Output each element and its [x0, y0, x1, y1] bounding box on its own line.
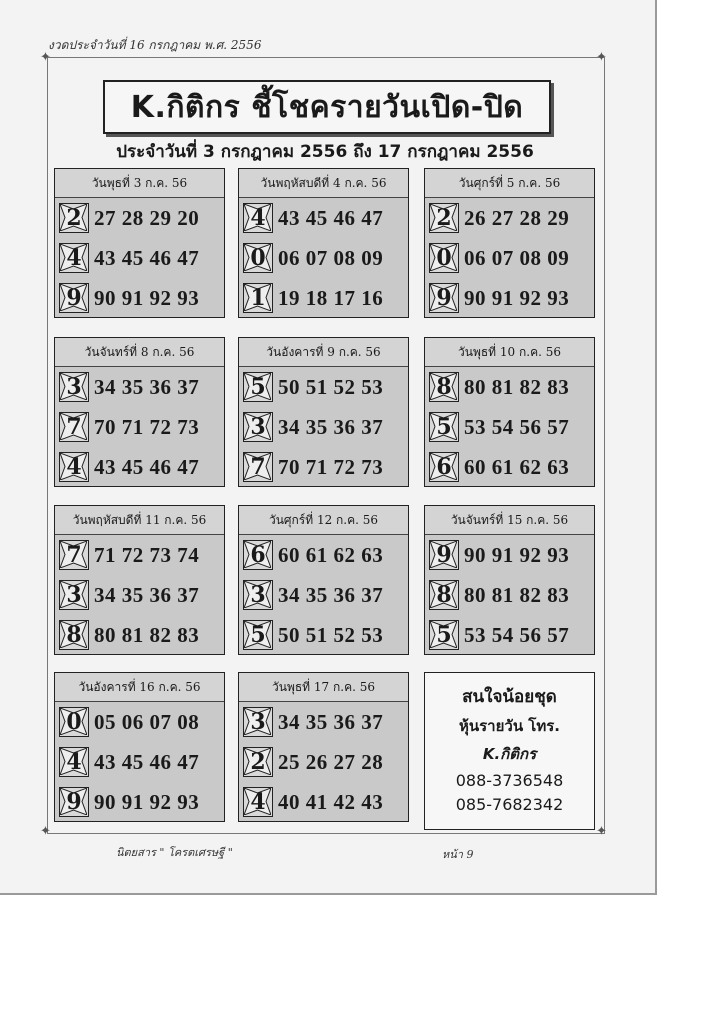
lucky-digit-badge — [59, 283, 89, 313]
lucky-numbers: 50 51 52 53 — [278, 622, 384, 647]
magazine-name-footer: นิตยสาร " โครตเศรษฐี " — [116, 846, 233, 859]
star-ornament-icon: ✦ — [40, 50, 51, 65]
prediction-row — [425, 278, 594, 318]
prediction-card — [54, 337, 225, 487]
lucky-numbers: 43 45 46 47 — [94, 749, 200, 774]
contact-line-stock: หุ้นรายวัน โทร. — [458, 717, 560, 735]
lucky-numbers: 50 51 52 53 — [278, 374, 384, 399]
card-date: วันจันทร์ที่ 15 ก.ค. 56 — [425, 506, 594, 535]
lucky-numbers: 53 54 56 57 — [464, 414, 570, 439]
lucky-digit: 0 — [66, 709, 82, 735]
lucky-digit-badge — [59, 620, 89, 650]
lucky-digit: 3 — [250, 709, 266, 735]
lucky-digit-badge — [59, 707, 89, 737]
lucky-numbers: 06 07 08 09 — [278, 245, 384, 270]
star-ornament-icon: ✦ — [596, 824, 607, 839]
lucky-digit-badge — [59, 412, 89, 442]
lucky-digit: 7 — [66, 414, 82, 440]
lucky-digit-badge — [243, 540, 273, 570]
lucky-digit: 7 — [66, 542, 82, 568]
lucky-numbers: 90 91 92 93 — [464, 285, 570, 310]
prediction-row — [239, 278, 408, 318]
lucky-digit: 5 — [250, 622, 266, 648]
lucky-digit-badge — [243, 243, 273, 273]
lucky-digit: 9 — [436, 285, 452, 311]
lucky-digit: 5 — [436, 622, 452, 648]
prediction-row — [55, 447, 224, 487]
lucky-digit-badge — [59, 747, 89, 777]
lucky-numbers: 26 27 28 29 — [464, 205, 570, 230]
prediction-row — [55, 407, 224, 447]
prediction-card — [424, 337, 595, 487]
lucky-numbers: 34 35 36 37 — [278, 414, 384, 439]
prediction-row — [239, 238, 408, 278]
lucky-numbers: 70 71 72 73 — [94, 414, 200, 439]
prediction-row — [425, 575, 594, 615]
prediction-row — [55, 535, 224, 575]
lucky-digit-badge — [243, 707, 273, 737]
lucky-numbers: 60 61 62 63 — [464, 454, 570, 479]
card-date: วันจันทร์ที่ 8 ก.ค. 56 — [55, 338, 224, 367]
phone-number-1: 088-3736548 — [455, 771, 564, 790]
prediction-row — [425, 198, 594, 238]
prediction-row — [239, 575, 408, 615]
card-date: วันพฤหัสบดีที่ 4 ก.ค. 56 — [239, 169, 408, 198]
card-date: วันพุธที่ 3 ก.ค. 56 — [55, 169, 224, 198]
lucky-digit-badge — [59, 203, 89, 233]
lucky-digit: 4 — [66, 749, 82, 775]
lucky-digit: 2 — [436, 205, 452, 231]
lucky-digit-badge — [429, 452, 459, 482]
lucky-numbers: 05 06 07 08 — [94, 709, 200, 734]
lucky-digit-badge — [243, 283, 273, 313]
lucky-numbers: 40 41 42 43 — [278, 789, 384, 814]
lucky-numbers: 19 18 17 16 — [278, 285, 384, 310]
prediction-row — [239, 447, 408, 487]
lucky-digit: 3 — [66, 582, 82, 608]
lucky-numbers: 90 91 92 93 — [94, 285, 200, 310]
lucky-numbers: 43 45 46 47 — [94, 454, 200, 479]
lucky-digit-badge — [243, 787, 273, 817]
prediction-card — [54, 168, 225, 318]
contact-line-interest: สนใจน้อยชุด — [462, 687, 557, 707]
lucky-digit-badge — [243, 580, 273, 610]
lucky-digit-badge — [429, 540, 459, 570]
prediction-row — [239, 615, 408, 655]
lucky-numbers: 71 72 73 74 — [94, 542, 200, 567]
prediction-row — [425, 238, 594, 278]
lucky-digit: 9 — [66, 285, 82, 311]
issue-date-header: งวดประจำวันที่ 16 กรกฎาคม พ.ศ. 2556 — [48, 38, 262, 52]
lucky-numbers: 80 81 82 83 — [464, 374, 570, 399]
lucky-digit-badge — [59, 787, 89, 817]
lucky-digit: 3 — [250, 414, 266, 440]
lucky-numbers: 90 91 92 93 — [94, 789, 200, 814]
lucky-digit-badge — [429, 412, 459, 442]
lucky-numbers: 06 07 08 09 — [464, 245, 570, 270]
lucky-digit-badge — [59, 580, 89, 610]
lucky-numbers: 80 81 82 83 — [94, 622, 200, 647]
lucky-digit: 2 — [66, 205, 82, 231]
lucky-digit-badge — [243, 620, 273, 650]
lucky-digit-badge — [429, 283, 459, 313]
lucky-digit: 0 — [250, 245, 266, 271]
lucky-numbers: 34 35 36 37 — [94, 582, 200, 607]
card-date: วันพุธที่ 10 ก.ค. 56 — [425, 338, 594, 367]
prediction-row — [55, 198, 224, 238]
lucky-digit: 4 — [66, 454, 82, 480]
prediction-card — [238, 168, 409, 318]
lucky-digit: 6 — [436, 454, 452, 480]
prediction-card — [238, 505, 409, 655]
lucky-digit: 9 — [66, 789, 82, 815]
prediction-card — [238, 337, 409, 487]
card-date: วันพฤหัสบดีที่ 11 ก.ค. 56 — [55, 506, 224, 535]
date-range-subtitle: ประจำวันที่ 3 กรกฎาคม 2556 ถึง 17 กรกฎาคม 2556 — [116, 142, 534, 162]
lucky-digit: 4 — [66, 245, 82, 271]
lucky-numbers: 53 54 56 57 — [464, 622, 570, 647]
prediction-card — [424, 505, 595, 655]
prediction-row — [239, 742, 408, 782]
prediction-card — [238, 672, 409, 822]
lucky-digit-badge — [429, 580, 459, 610]
prediction-row — [239, 407, 408, 447]
prediction-row — [239, 782, 408, 822]
prediction-card — [424, 168, 595, 318]
star-ornament-icon: ✦ — [596, 50, 607, 65]
lucky-numbers: 43 45 46 47 — [94, 245, 200, 270]
card-date: วันศุกร์ที่ 5 ก.ค. 56 — [425, 169, 594, 198]
lucky-digit: 8 — [66, 622, 82, 648]
prediction-row — [55, 278, 224, 318]
lucky-numbers: 70 71 72 73 — [278, 454, 384, 479]
lucky-digit-badge — [429, 620, 459, 650]
lucky-digit: 4 — [250, 205, 266, 231]
card-date: วันอังคารที่ 9 ก.ค. 56 — [239, 338, 408, 367]
lucky-numbers: 80 81 82 83 — [464, 582, 570, 607]
prediction-row — [425, 535, 594, 575]
lucky-digit: 8 — [436, 374, 452, 400]
prediction-row — [239, 702, 408, 742]
card-date: วันพุธที่ 17 ก.ค. 56 — [239, 673, 408, 702]
lucky-numbers: 34 35 36 37 — [278, 582, 384, 607]
lucky-numbers: 90 91 92 93 — [464, 542, 570, 567]
prediction-row — [239, 535, 408, 575]
prediction-row — [239, 198, 408, 238]
prediction-row — [55, 615, 224, 655]
lucky-digit: 5 — [436, 414, 452, 440]
lucky-digit-badge — [59, 540, 89, 570]
lucky-numbers: 34 35 36 37 — [278, 709, 384, 734]
lucky-digit: 6 — [250, 542, 266, 568]
star-ornament-icon: ✦ — [40, 824, 51, 839]
prediction-row — [55, 238, 224, 278]
lucky-digit: 9 — [436, 542, 452, 568]
lucky-digit-badge — [243, 203, 273, 233]
phone-number-2: 085-7682342 — [455, 795, 564, 814]
prediction-card — [54, 505, 225, 655]
card-date: วันอังคารที่ 16 ก.ค. 56 — [55, 673, 224, 702]
prediction-row — [425, 367, 594, 407]
prediction-row — [55, 367, 224, 407]
lucky-digit: 5 — [250, 374, 266, 400]
lucky-digit: 3 — [66, 374, 82, 400]
prediction-row — [55, 702, 224, 742]
lucky-digit-badge — [429, 243, 459, 273]
lucky-digit-badge — [243, 372, 273, 402]
page-title: K.กิติกร ชี้โชครายวันเปิด-ปิด — [103, 80, 551, 134]
prediction-row — [55, 782, 224, 822]
prediction-row — [239, 367, 408, 407]
contact-name: K.กิติกร — [482, 745, 537, 763]
lucky-digit: 0 — [436, 245, 452, 271]
lucky-digit: 4 — [250, 789, 266, 815]
lucky-digit-badge — [243, 452, 273, 482]
prediction-row — [55, 742, 224, 782]
lucky-numbers: 27 28 29 20 — [94, 205, 200, 230]
prediction-row — [425, 407, 594, 447]
lucky-digit-badge — [243, 747, 273, 777]
contact-box — [424, 672, 595, 830]
prediction-row — [425, 447, 594, 487]
card-date: วันศุกร์ที่ 12 ก.ค. 56 — [239, 506, 408, 535]
lucky-digit: 8 — [436, 582, 452, 608]
prediction-card — [54, 672, 225, 822]
prediction-row — [425, 615, 594, 655]
lucky-numbers: 43 45 46 47 — [278, 205, 384, 230]
lucky-digit: 3 — [250, 582, 266, 608]
lucky-digit: 1 — [250, 285, 266, 311]
lucky-numbers: 34 35 36 37 — [94, 374, 200, 399]
prediction-row — [55, 575, 224, 615]
lucky-numbers: 60 61 62 63 — [278, 542, 384, 567]
lucky-digit-badge — [429, 203, 459, 233]
lucky-numbers: 25 26 27 28 — [278, 749, 384, 774]
lucky-digit-badge — [429, 372, 459, 402]
lucky-digit-badge — [243, 412, 273, 442]
lucky-digit: 2 — [250, 749, 266, 775]
lucky-digit: 7 — [250, 454, 266, 480]
lucky-digit-badge — [59, 452, 89, 482]
page-number-footer: หน้า 9 — [442, 848, 474, 861]
lucky-digit-badge — [59, 372, 89, 402]
lucky-digit-badge — [59, 243, 89, 273]
